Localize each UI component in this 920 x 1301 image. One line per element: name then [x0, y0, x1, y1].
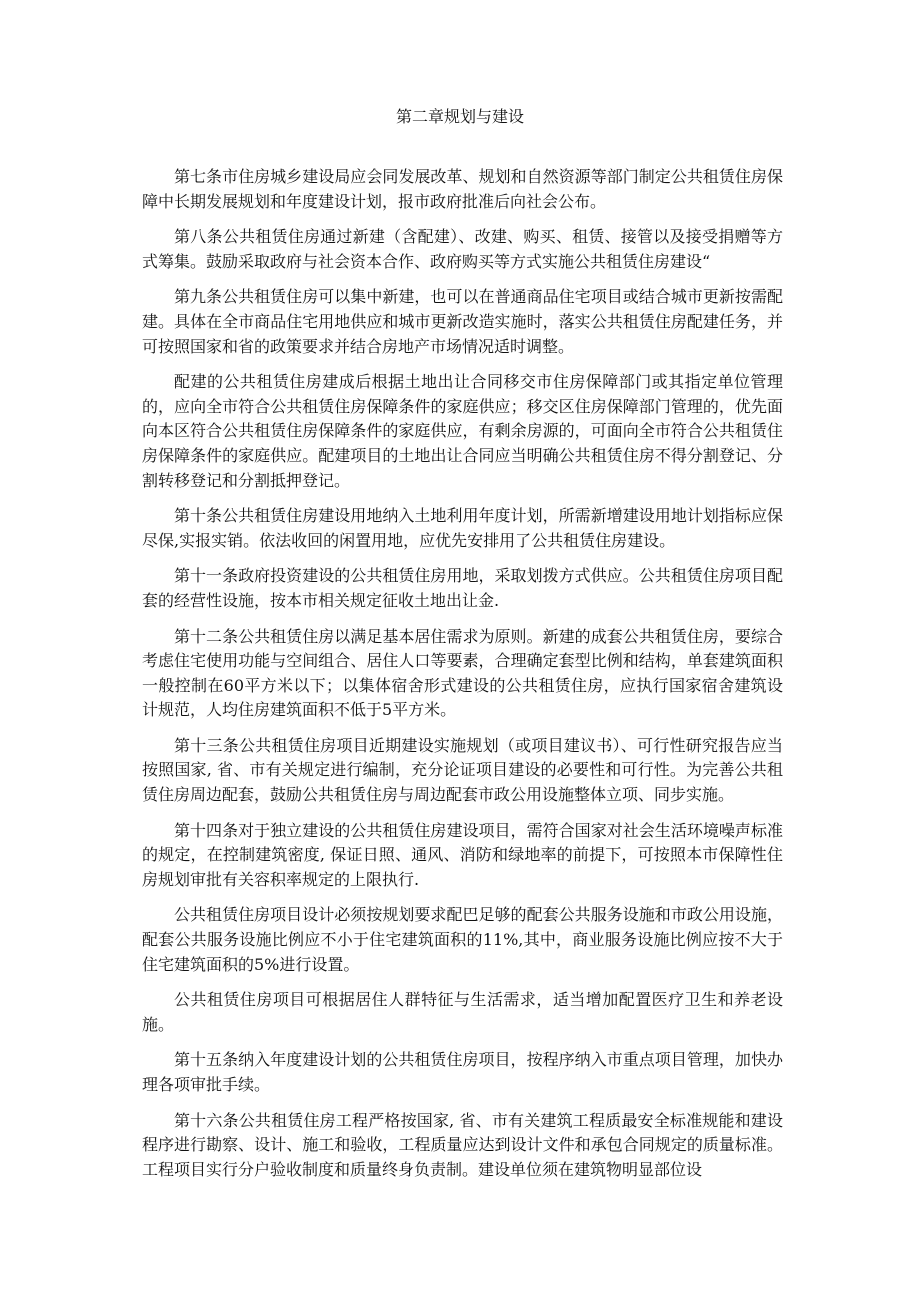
document-body — [142, 165, 783, 1193]
chapter-title: 第二章规划与建设 — [395, 107, 524, 126]
paragraph-article-9: 第九条公共租赁住房可以集中新建，也可以在普通商品住宅项目或结合城市更新按需配建。具体在全市商品住宅用地供应和城市更新改造实施时，落实公共租赁住房配建任务，并可按照国家和省的政策要求并结合房地产市场情况适时调整。 — [142, 287, 783, 356]
paragraph-article-8: 第八条公共租赁住房通过新建（含配建）、改建、购买、租赁、接管以及接受捐赠等方式筹集。鼓励采取政府与社会资本合作、政府购买等方式实施公共租赁住房建设“ — [142, 227, 783, 271]
paragraph-article-9-supplement: 配建的公共租赁住房建成后根据土地出让合同移交市住房保障部门或其指定单位管理的，应向全市符合公共租赁住房保障条件的家庭供应；移交区住房保障部门管理的，优先面向本区符合公共租赁住房保障条件的家庭供应，有剩余房源的，可面向全市符合公共租赁住房保障条件的家庭供应。配建项目的土地出让合同应当明确公共租赁住房不得分割登记、分割转移登记和分割抵押登记。 — [142, 372, 783, 490]
paragraph-article-15: 第十五条纳入年度建设计划的公共租赁住房项目，按程序纳入市重点项目管理，加快办理各项审批手续。 — [142, 1050, 783, 1094]
paragraph-article-10: 第十条公共租赁住房建设用地纳入土地利用年度计划，所需新增建设用地计划指标应保尽保,实报实销。依法收回的闲置用地，应优先安排用了公共租赁住房建设。 — [142, 506, 783, 550]
paragraph-article-16: 第十六条公共租赁住房工程严格按国家, 省、市有关建筑工程质最安全标准规能和建设程序进行勘察、设计、施工和验收，工程质量应达到设计文件和承包合同规定的质量标准。工程项目实行分户验收制度和质量终身负责制。建设单位须在建筑物明显部位设 — [142, 1110, 783, 1179]
paragraph-article-14-facilities: 公共租赁住房项目设计必须按规划要求配巴足够的配套公共服务设施和市政公用设施，配套公共服务设施比例应不小于住宅建筑面积的11%,其中，商业服务设施比例应按不大于住宅建筑面积的5%进行设置。 — [142, 905, 783, 974]
paragraph-article-7: 第七条市住房城乡建设局应会同发展改革、规划和自然资源等部门制定公共租赁住房保障中长期发展规划和年度建设计划，报市政府批准后向社会公布。 — [142, 167, 783, 211]
paragraph-article-14: 第十四条对于独立建设的公共租赁住房建设项目，需符合国家对社会生活环境噪声标准的规定，在控制建筑密度, 保证日照、通风、消防和绿地率的前提下，可按照本市保障性住房规划审批有关容积率规定的上限执行. — [142, 820, 783, 889]
paragraph-article-14-medical: 公共租赁住房项目可根据居住人群特征与生活需求，适当增加配置医疗卫生和养老设施。 — [142, 990, 783, 1034]
paragraph-article-11: 第十一条政府投资建设的公共租赁住房用地，采取划拨方式供应。公共租赁住房项目配套的经营性设施，按本市相关规定征收土地出让金. — [142, 566, 783, 610]
paragraph-article-12: 第十二条公共租赁住房以满足基本居住需求为原则。新建的成套公共租赁住房，要综合考虑住宅使用功能与空间组合、居住人口等要素，合理确定套型比例和结构，单套建筑面积一般控制在60平方米以下；以集体宿舍形式建设的公共租赁住房，应执行国家宿舍建筑设计规范，人均住房建筑面积不低于5平方米。 — [142, 626, 783, 720]
paragraph-article-13: 第十三条公共租赁住房项目近期建设实施规划（或项目建议书）、可行性研究报告应当按照国家, 省、市有关规定进行编制，充分论证项目建设的必要性和可行性。为完善公共租赁住房周边配套，鼓励公共租赁住房与周边配套市政公用设施整体立项、同步实施。 — [142, 735, 783, 805]
